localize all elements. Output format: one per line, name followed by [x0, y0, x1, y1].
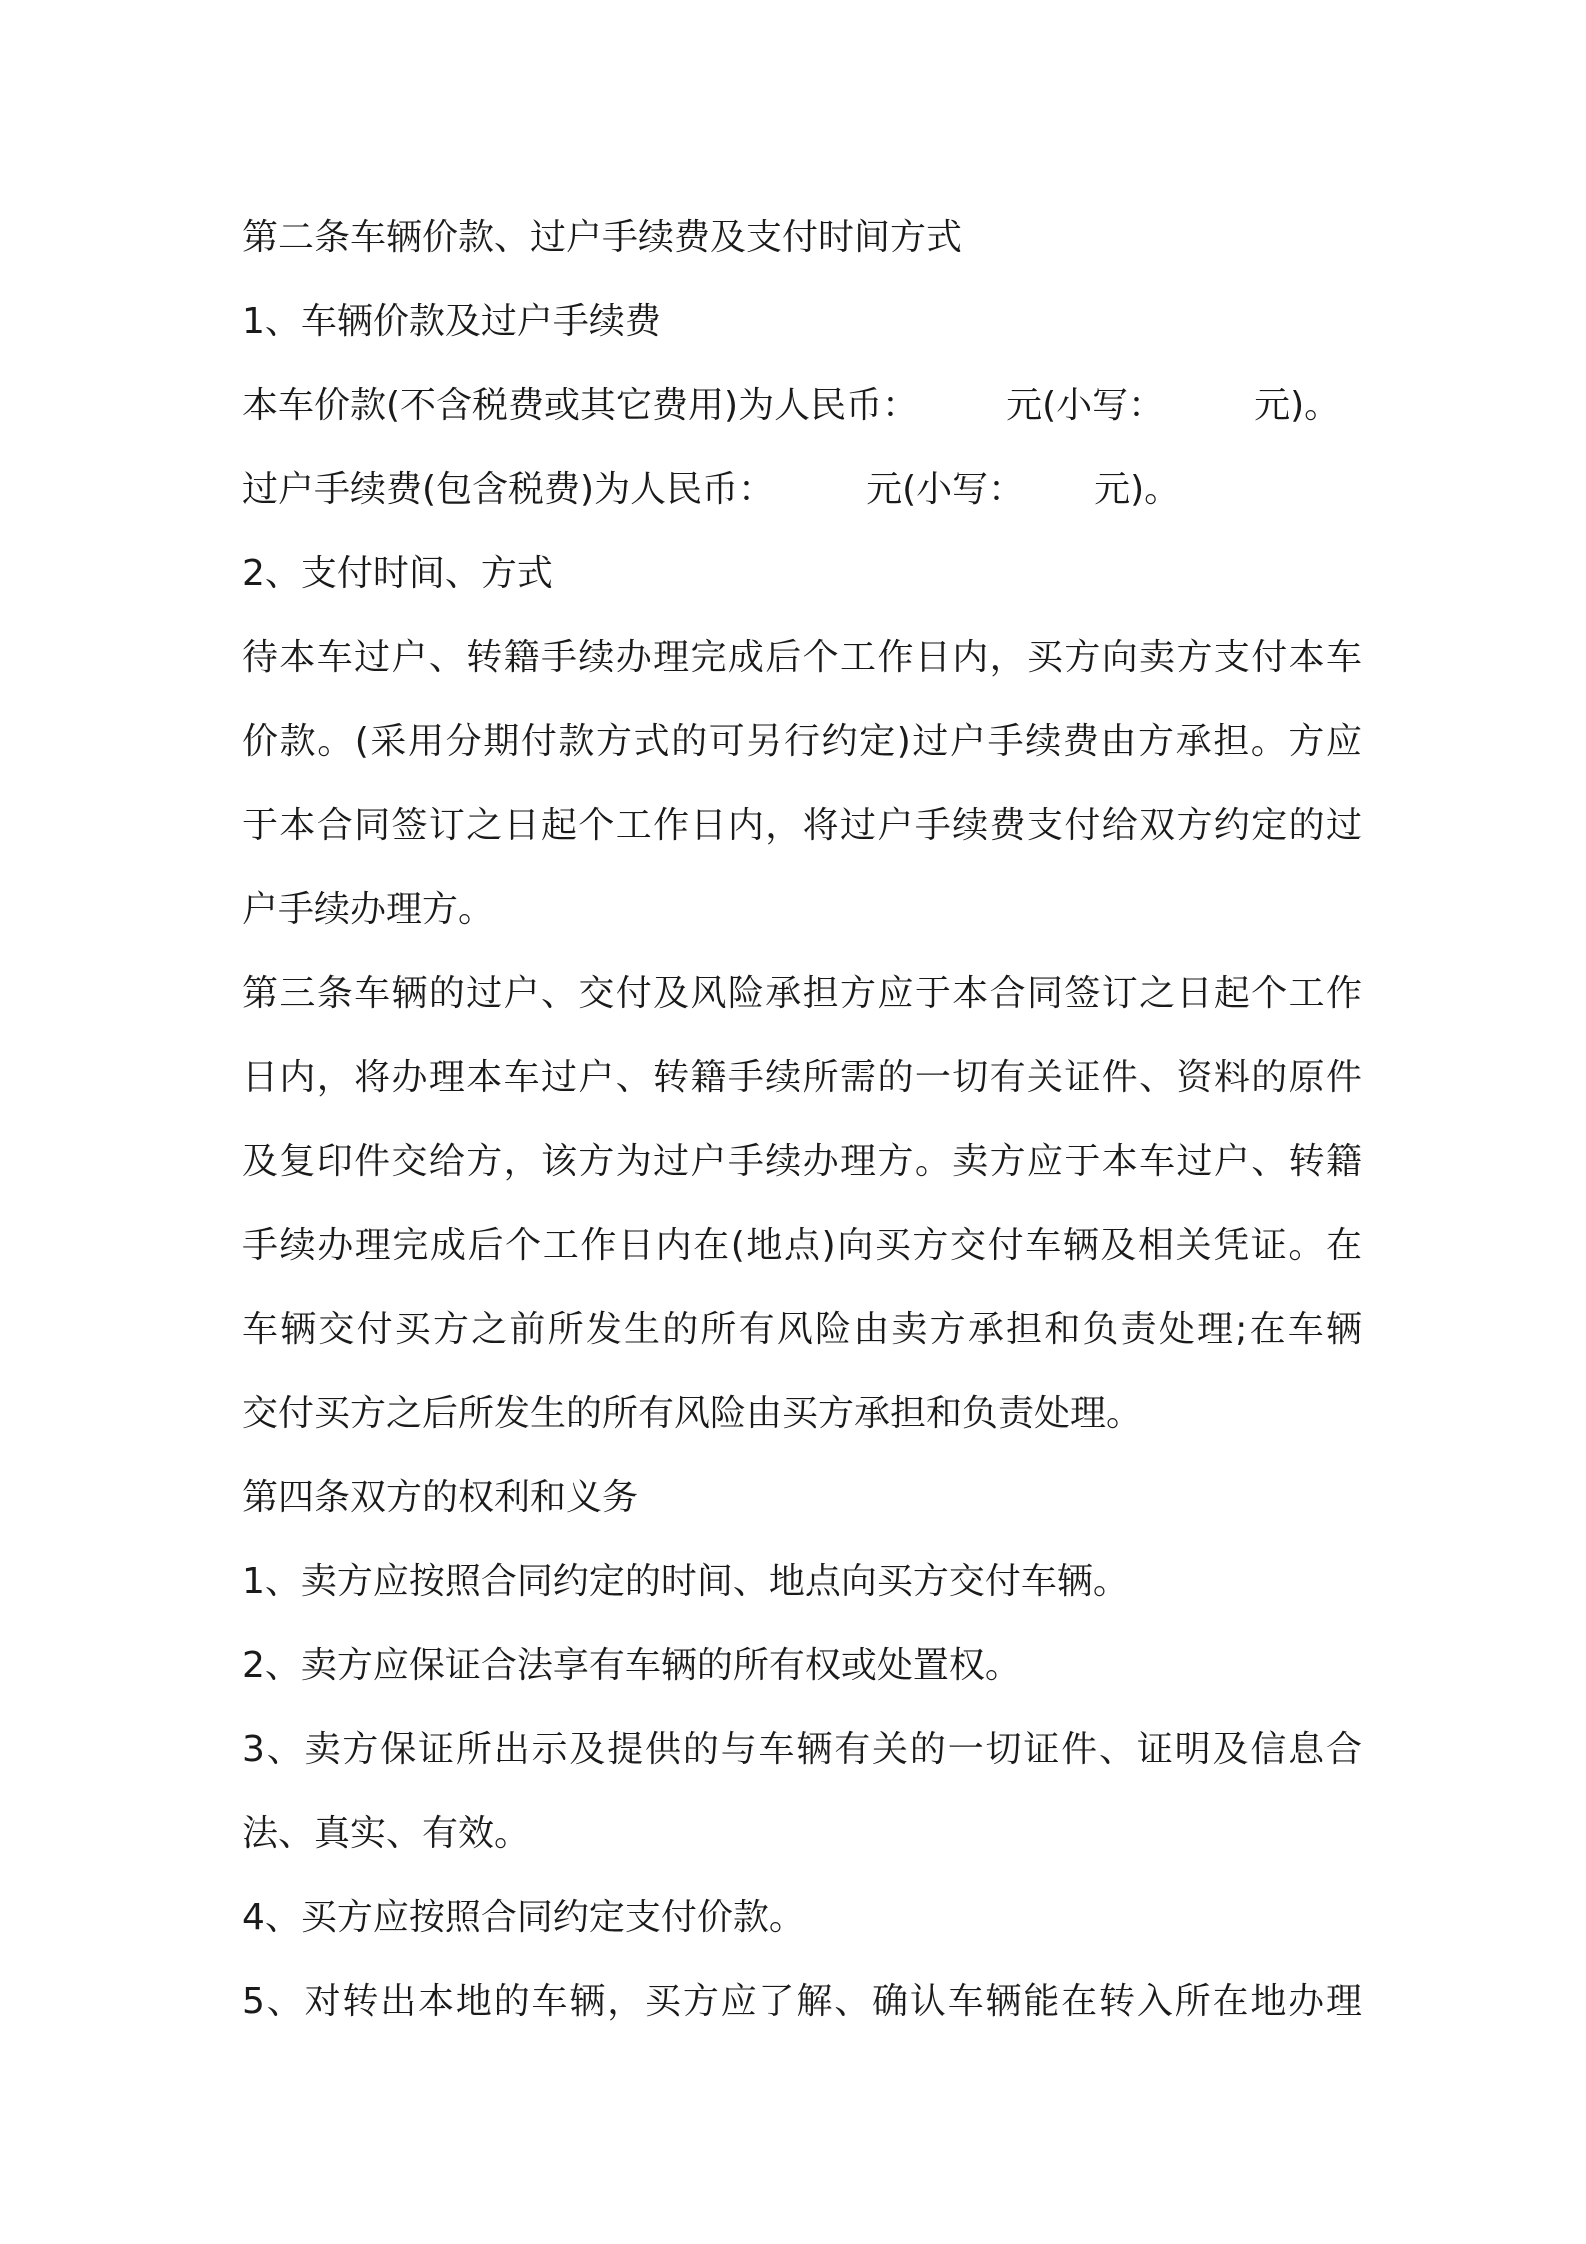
- article-3-line: 交付买方之后所发生的所有风险由买方承担和负责处理。: [242, 1393, 1143, 1434]
- article-4-item: 4、买方应按照合同约定支付价款。: [242, 1897, 805, 1938]
- payment-paragraph-line: 价款。(采用分期付款方式的可另行约定)过户手续费由方承担。方应: [242, 721, 1362, 762]
- article-4-heading: 第四条双方的权利和义务: [242, 1477, 639, 1518]
- article-3-line: 第三条车辆的过户、交付及风险承担方应于本合同签订之日起个工作: [242, 973, 1362, 1014]
- article-4-item: 1、卖方应按照合同约定的时间、地点向买方交付车辆。: [242, 1561, 1129, 1602]
- article-3-line: 及复印件交给方，该方为过户手续办理方。卖方应于本车过户、转籍: [242, 1141, 1362, 1182]
- article-4-item: 法、真实、有效。: [242, 1813, 531, 1854]
- article-4-item: 5、对转出本地的车辆，买方应了解、确认车辆能在转入所在地办理: [242, 1981, 1362, 2022]
- transfer-fee-middle: 元(小写：: [866, 469, 1025, 510]
- vehicle-price-middle: 元(小写：: [1006, 385, 1165, 426]
- article-2-heading: 第二条车辆价款、过户手续费及支付时间方式: [242, 217, 963, 258]
- vehicle-price-line: [242, 364, 1362, 448]
- transfer-fee-prefix: 过户手续费(包含税费)为人民币：: [242, 469, 775, 510]
- vehicle-price-prefix: 本车价款(不含税费或其它费用)为人民币：: [242, 385, 919, 426]
- document-body: [242, 196, 1362, 2044]
- payment-paragraph-line: 于本合同签订之日起个工作日内，将过户手续费支付给双方约定的过: [242, 805, 1362, 846]
- clause-2-2-heading: 2、支付时间、方式: [242, 553, 553, 594]
- article-3-line: 手续办理完成后个工作日内在(地点)向买方交付车辆及相关凭证。在: [242, 1225, 1362, 1266]
- article-4-item: 2、卖方应保证合法享有车辆的所有权或处置权。: [242, 1645, 1021, 1686]
- payment-paragraph-line: 户手续办理方。: [242, 889, 495, 930]
- vehicle-price-suffix: 元)。: [1254, 385, 1341, 426]
- payment-paragraph-line: 待本车过户、转籍手续办理完成后个工作日内，买方向卖方支付本车: [242, 637, 1362, 678]
- article-3-line: 车辆交付买方之前所发生的所有风险由卖方承担和负责处理;在车辆: [242, 1309, 1362, 1350]
- transfer-fee-suffix: 元)。: [1094, 469, 1181, 510]
- clause-2-1-heading: 1、车辆价款及过户手续费: [242, 301, 661, 342]
- article-4-item: 3、卖方保证所出示及提供的与车辆有关的一切证件、证明及信息合: [242, 1729, 1362, 1770]
- transfer-fee-line: [242, 448, 1362, 532]
- article-3-line: 日内，将办理本车过户、转籍手续所需的一切有关证件、资料的原件: [242, 1057, 1362, 1098]
